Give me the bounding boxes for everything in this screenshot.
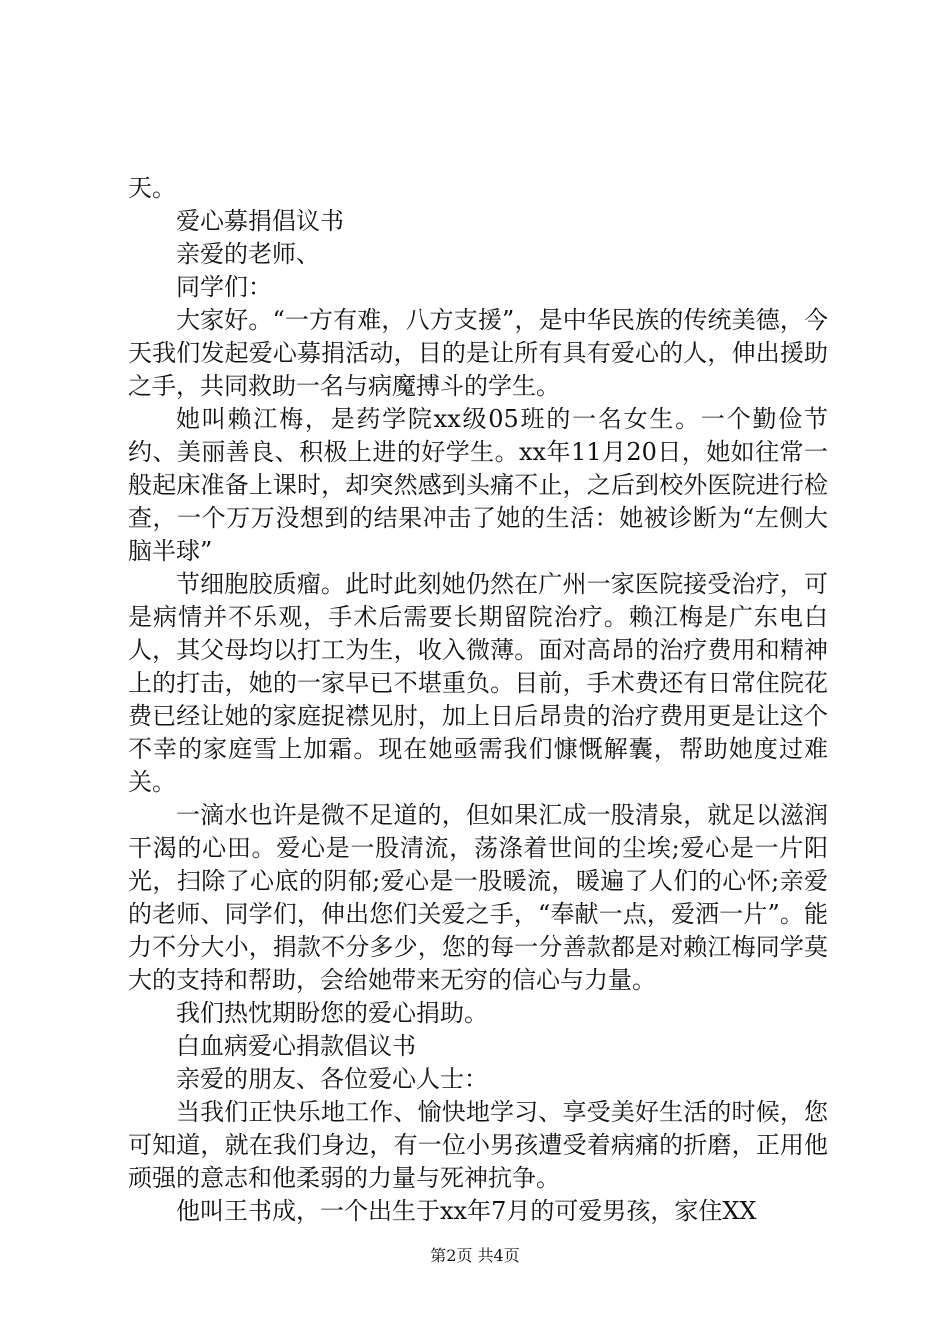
paragraph-student-story: 她叫赖江梅，是药学院xx级05班的一名女生。一个勤俭节约、美丽善良、积极上进的好学生。xx年11月20日，她如往常一般起床准备上课时，却突然感到头痛不止，之后到校外医院进行检查，一个万万没想到的结果冲击了她的生活：她被诊断为“左侧大脑半球” bbox=[128, 405, 828, 565]
paragraph-treatment: 节细胞胶质瘤。此时此刻她仍然在广州一家医院接受治疗，可是病情并不乐观，手术后需要长期留院治疗。赖江梅是广东电白人，其父母均以打工为生，收入微薄。面对高昂的治疗费用和精神上的打击，她的一家早已不堪重负。目前，手术费还有日常住院花费已经让她的家庭捉襟见肘，加上日后昂贵的治疗费用更是让这个不幸的家庭雪上加霜。现在她亟需我们慷慨解囊，帮助她度过难关。 bbox=[128, 570, 828, 796]
salutation-students: 同学们： bbox=[176, 273, 272, 301]
page-number-footer: 第2页 共4页 bbox=[430, 1246, 520, 1265]
salutation-friends: 亲爱的朋友、各位爱心人士： bbox=[176, 1065, 488, 1093]
paragraph-intro: 大家好。“一方有难，八方支援”，是中华民族的传统美德，今天我们发起爱心募捐活动，目的是让所有具有爱心的人，伸出援助之手，共同救助一名与病魔搏斗的学生。 bbox=[128, 306, 828, 400]
paragraph-leukemia-intro: 当我们正快乐地工作、愉快地学习、享受美好生活的时候，您可知道，就在我们身边，有一位小男孩遭受着病痛的折磨，正用他顽强的意志和他柔弱的力量与死神抗争。 bbox=[128, 1098, 828, 1192]
paragraph-appeal: 一滴水也许是微不足道的，但如果汇成一股清泉，就足以滋润干渴的心田。爱心是一股清流，荡涤着世间的尘埃;爱心是一片阳光，扫除了心底的阴郁;爱心是一股暖流，暖遍了人们的心怀;亲爱的老师、同学们，伸出您们关爱之手，“奉献一点，爱洒一片”。能力不分大小，捐款不分多少，您的每一分善款都是对赖江梅同学莫大的支持和帮助，会给她带来无穷的信心与力量。 bbox=[128, 801, 828, 994]
paragraph-closing: 我们热忱期盼您的爱心捐助。 bbox=[176, 999, 488, 1027]
heading-leukemia-proposal: 白血病爱心捐款倡议书 bbox=[176, 1032, 416, 1060]
paragraph-boy-story: 他叫王书成，一个出生于xx年7月的可爱男孩，家住XX bbox=[176, 1197, 757, 1225]
paragraph-continuation: 天。 bbox=[128, 174, 176, 202]
salutation-teachers: 亲爱的老师、 bbox=[176, 240, 320, 268]
heading-donation-proposal: 爱心募捐倡议书 bbox=[176, 207, 344, 235]
document-body bbox=[128, 172, 828, 1228]
